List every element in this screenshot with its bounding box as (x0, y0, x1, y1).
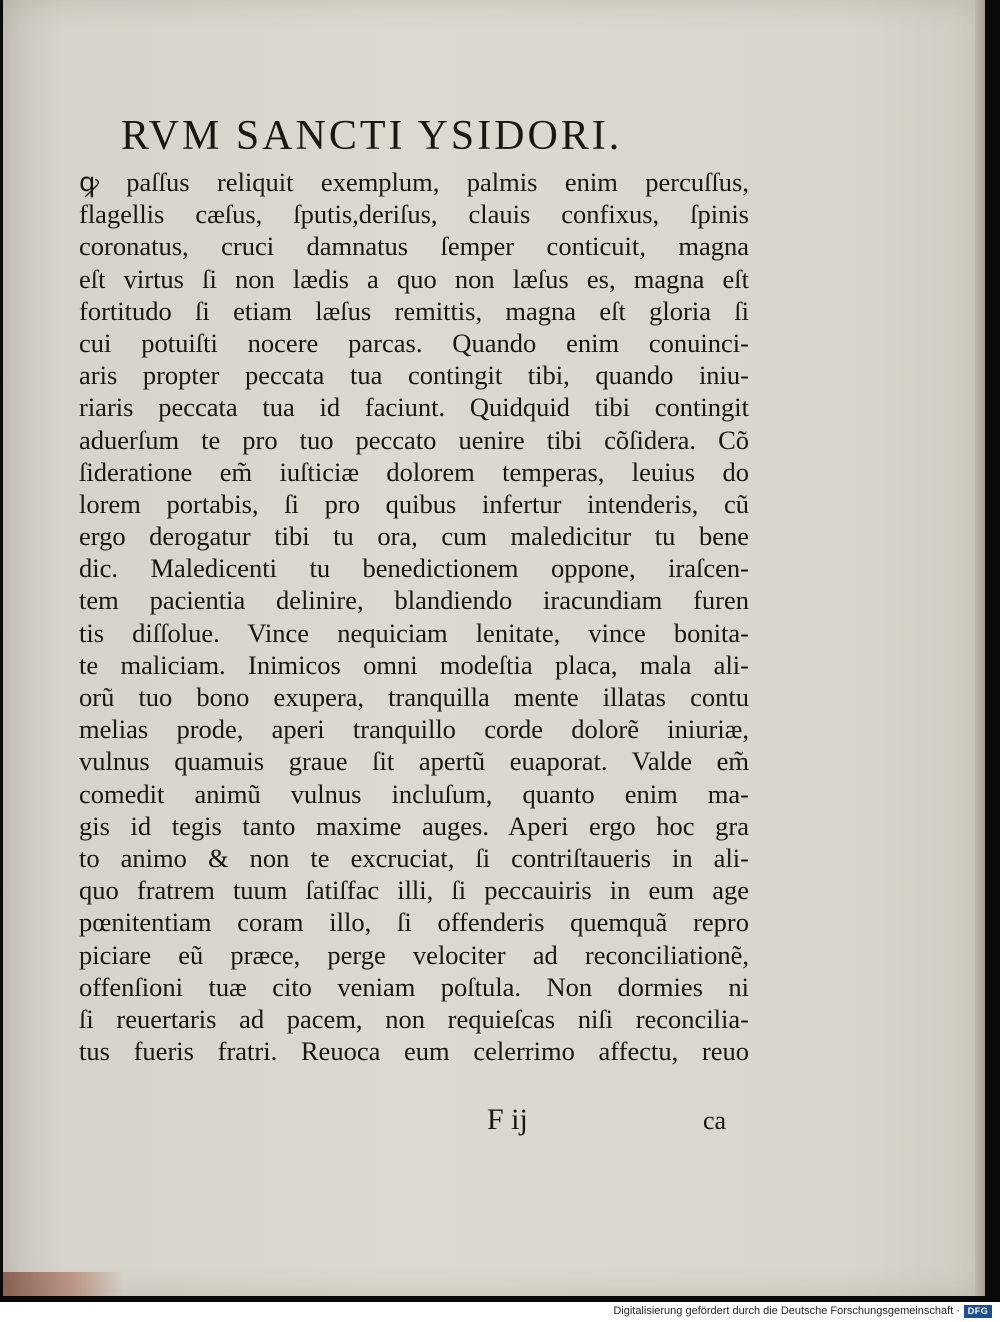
text-line: pœnitentiam coram illo, ſi offenderis quemquã repro (79, 907, 749, 938)
text-line: orũ tuo bono exupera, tranquilla mente illatas contu (79, 682, 749, 712)
catchword: ca (703, 1106, 727, 1135)
text-line: gis id tegis tanto maxime auges. Aperi ergo hoc gra (79, 810, 749, 841)
running-head: RVM SANCTI YSIDORI. (121, 113, 623, 159)
text-line: dic. Maledicenti tu benedictionem oppone, iraſcen- (79, 553, 749, 584)
text-line: to animo & non te excruciat, ſi contriſtaueris in ali- (79, 842, 749, 873)
text-line: ergo derogatur tibi tu ora, cum maledicitur tu bene (79, 521, 749, 552)
text-line: fortitudo ſi etiam læſus remittis, magna eſt gloria ſi (79, 295, 749, 326)
text-line: te maliciam. Inimicos omni modeſtia placa, mala ali- (79, 649, 749, 680)
text-line: comedit animũ vulnus incluſum, quanto enim ma- (79, 778, 749, 809)
paper-stain (3, 1272, 123, 1296)
text-line: riaris peccata tua id faciunt. Quidquid tibi contingit (79, 392, 749, 423)
dfg-credit-text: Digitalisierung gefördert durch die Deutsche Forschungsgemeinschaft · (613, 1305, 960, 1317)
text-line: ſideratione em̃ iuſticiæ dolorem temperas, leuius do (79, 456, 749, 487)
text-line: quo fratrem tuum ſatiſfac illi, ſi peccauiris in eum age (79, 875, 749, 906)
text-line: tis diſſolue. Vince nequiciam lenitate, vince bonita- (79, 617, 749, 648)
text-line: melias prode, aperi tranquillo corde dolorẽ iniuriæ, (79, 714, 749, 745)
text-line: piciare eũ præce, perge velociter ad reconciliationẽ, (79, 939, 749, 970)
text-line: ſi reuertaris ad pacem, non requieſcas niſi reconcilia- (79, 1003, 749, 1034)
page-edge (975, 0, 985, 1296)
text-block (79, 166, 749, 1067)
signature-mark: F ij (487, 1103, 528, 1136)
text-line: aris propter peccata tua contingit tibi, quando iniu- (79, 360, 749, 391)
text-line: ꝙ paſſus reliquit exemplum, palmis enim percuſſus, (79, 167, 749, 197)
text-line: cui potuiſti nocere parcas. Quando enim conuinci- (79, 327, 749, 358)
text-line: lorem portabis, ſi pro quibus infertur intenderis, cũ (79, 488, 749, 519)
text-line: vulnus quamuis graue ſit apertũ euaporat. Valde em̃ (79, 746, 749, 777)
text-line: offenſioni tuæ cito veniam poſtula. Non dormies ni (79, 971, 749, 1002)
text-line: aduerſum te pro tuo peccato uenire tibi cõſidera. Cõ (79, 424, 749, 455)
text-line: coronatus, cruci damnatus ſemper conticuit, magna (79, 231, 749, 262)
text-line: tem pacientia delinire, blandiendo iracundiam furen (79, 585, 749, 616)
text-line: tus fueris fratri. Reuoca eum celerrimo affectu, reuo (79, 1036, 749, 1067)
text-line: eſt virtus ſi non lædis a quo non læſus es, magna eſt (79, 263, 749, 294)
dfg-logo-icon: DFG (964, 1305, 992, 1318)
book-page (3, 0, 983, 1296)
text-line: flagellis cæſus, ſputis,deriſus, clauis confixus, ſpinis (79, 199, 749, 230)
